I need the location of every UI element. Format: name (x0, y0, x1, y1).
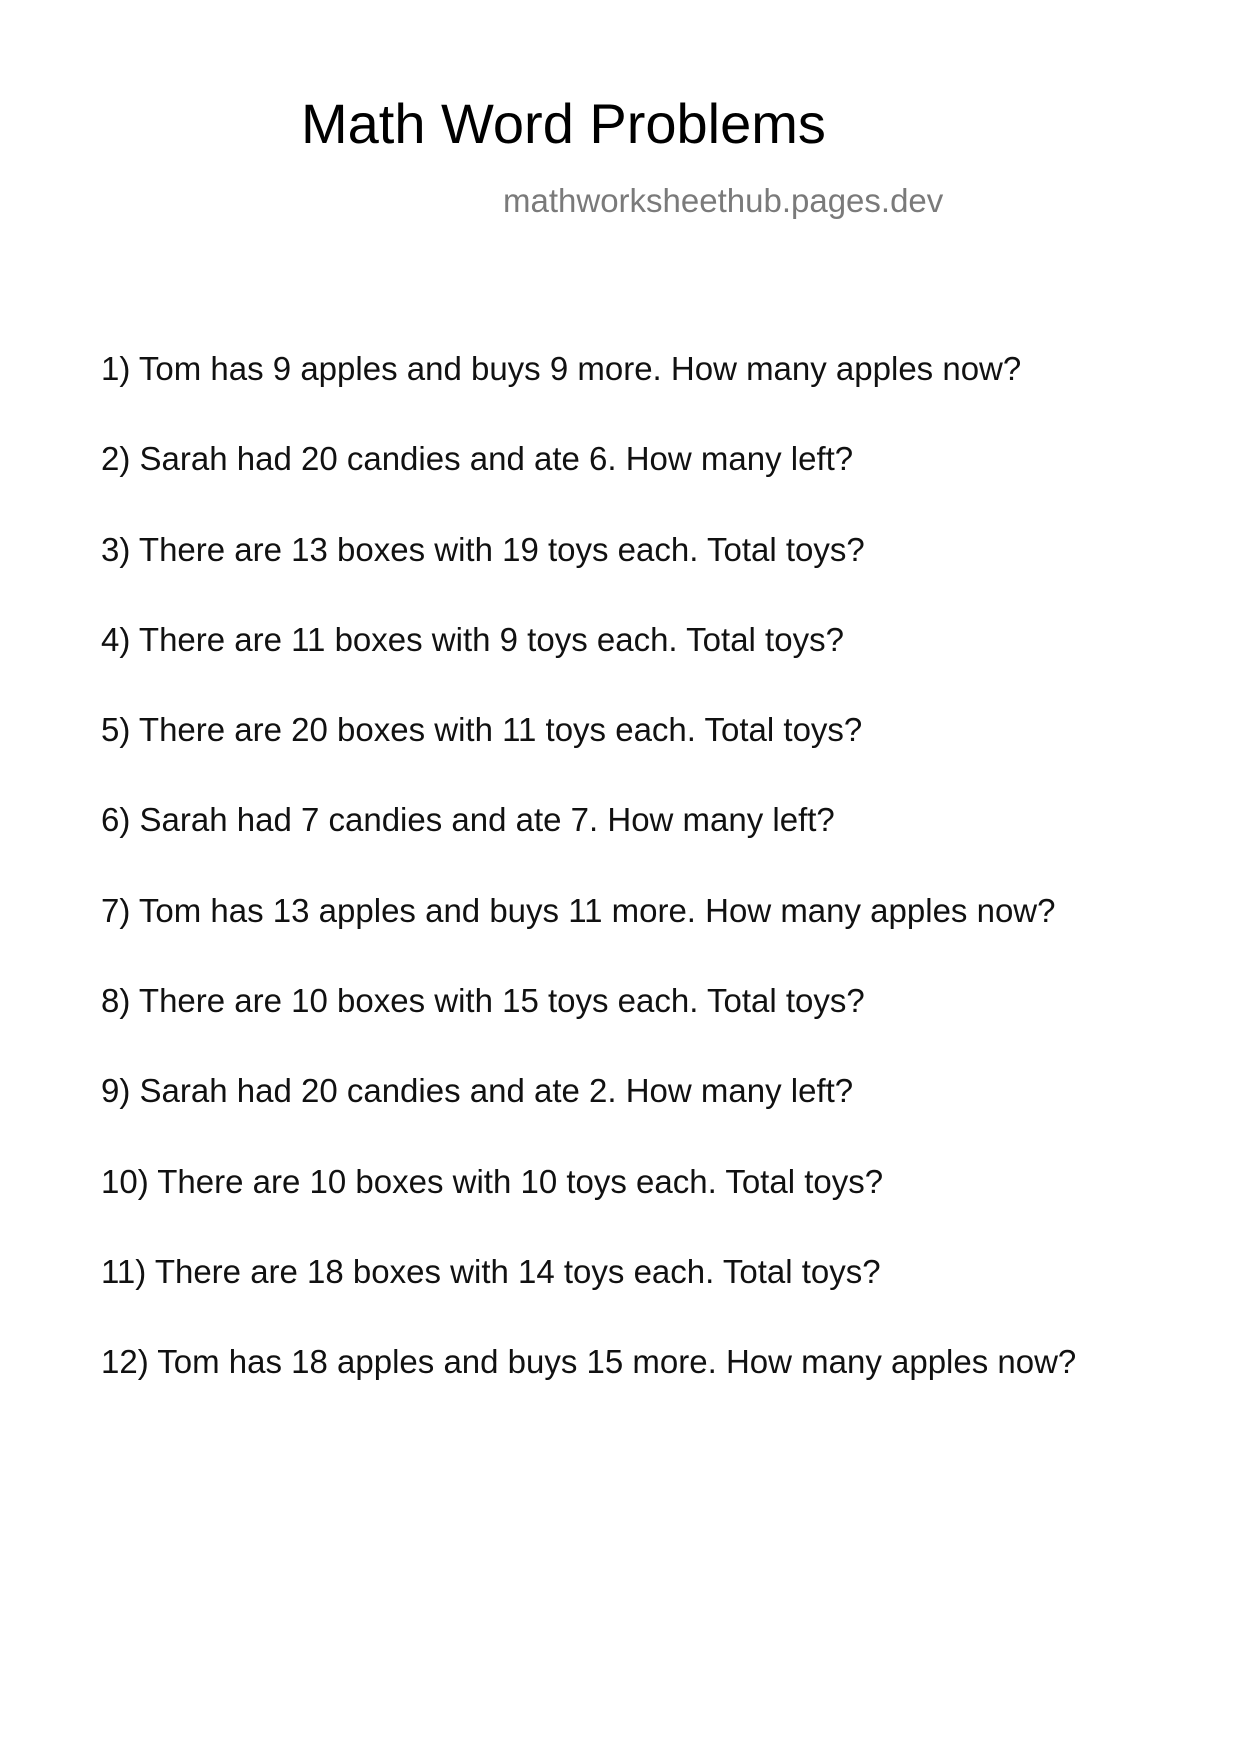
problem-item: 3) There are 13 boxes with 19 toys each. Total toys? (101, 530, 865, 568)
problem-item: 5) There are 20 boxes with 11 toys each. Total toys? (101, 711, 863, 749)
problem-item: 1) Tom has 9 apples and buys 9 more. How many apples now? (101, 350, 1022, 387)
problem-item: 2) Sarah had 20 candies and ate 6. How many left? (101, 440, 854, 478)
problem-item: 8) There are 10 boxes with 15 toys each. Total toys? (101, 982, 865, 1020)
problem-item: 11) There are 18 boxes with 14 toys each. Total toys? (101, 1252, 881, 1290)
problem-item: 7) Tom has 13 apples and buys 11 more. How many apples now? (101, 891, 1056, 929)
problem-item: 10) There are 10 boxes with 10 toys each. Total toys? (101, 1162, 884, 1200)
problem-item: 6) Sarah had 7 candies and ate 7. How many left? (101, 801, 835, 839)
problem-list (101, 352, 1076, 1436)
page-title: Math Word Problems (301, 92, 826, 155)
problem-item: 4) There are 11 boxes with 9 toys each. Total toys? (101, 620, 844, 658)
source-url: mathworksheethub.pages.dev (503, 182, 944, 219)
problem-item: 12) Tom has 18 apples and buys 15 more. How many apples now? (101, 1343, 1077, 1381)
problem-item: 9) Sarah had 20 candies and ate 2. How many left? (101, 1072, 854, 1110)
